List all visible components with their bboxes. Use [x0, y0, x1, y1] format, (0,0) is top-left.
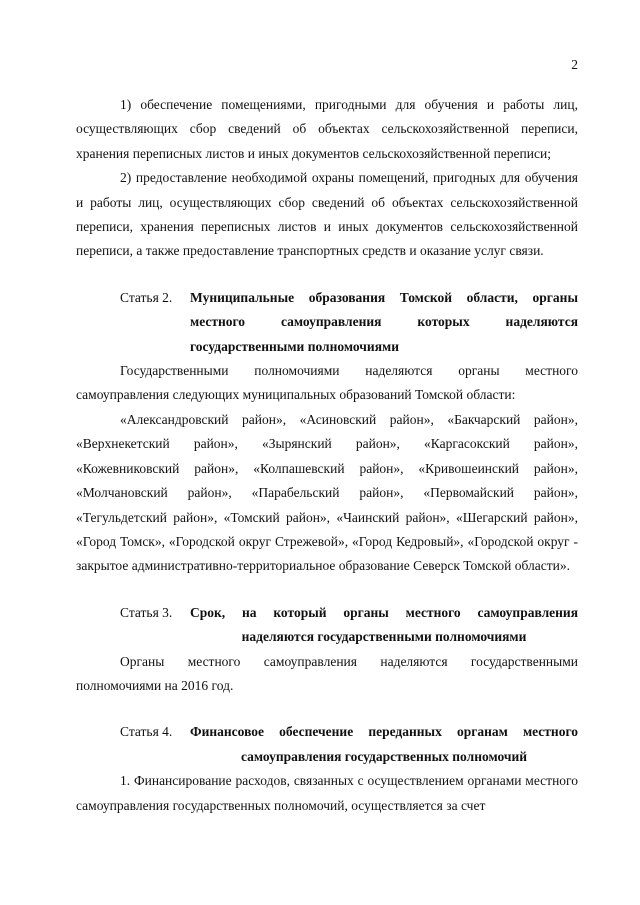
article-4-heading [76, 720, 578, 769]
page-number: 2 [571, 57, 578, 72]
article-3-paragraph-1: Органы местного самоуправления наделяются государственными полномочиями на 2016 год. [76, 653, 578, 693]
article-2-label: Статья 2. [120, 289, 173, 305]
article-3-title: Срок, на который органы местного самоуправления наделяются государственными полномочиями [190, 604, 578, 645]
article-2-heading [76, 286, 578, 359]
article-4-paragraph-1: 1. Финансирование расходов, связанных с осуществлением органами местного самоуправления государственных полномочий, осуществляется за счет [76, 773, 578, 813]
article-2-paragraph-1: Государственными полномочиями наделяются органы местного самоуправления следующих муниципальных образований Томской области: [76, 363, 578, 403]
article-3-heading [76, 601, 578, 650]
article-2-municipalities-list: «Александровский район», «Асиновский район», «Бакчарский район», «Верхнекетский район», «Зырянский район», «Каргасокский район», «Кожевниковский район», «Колпашевский район», «Кривошеинский район», «Молчановский район», «Парабельский район», «Первомайский район», «Тегульдетский район», «Томский район», «Чаинский район», «Шегарский район», «Город Томск», «Городской округ Стрежевой», «Город Кедровый», «Городской округ - закрытое административно-территориальное образование Северск Томской области». [76, 411, 578, 574]
paragraph-item-1: 1) обеспечение помещениями, пригодными для обучения и работы лиц, осуществляющих сбор сведений об объектах сельскохозяйственной переписи, хранения переписных листов и иных документов сельскохозяйственной переписи; [76, 97, 578, 161]
article-3-label: Статья 3. [120, 604, 173, 620]
article-4-label: Статья 4. [120, 724, 173, 740]
article-2-title: Муниципальные образования Томской области, органы местного самоуправления которых наделяются государственными полномочиями [190, 289, 578, 354]
paragraph-item-2: 2) предоставление необходимой охраны помещений, пригодных для обучения и работы лиц, осуществляющих сбор сведений об объектах сельскохозяйственной переписи, хранения переписных листов и иных документов сельскохозяйственной переписи, а также предоставление транспортных средств и оказание услуг связи. [76, 170, 578, 259]
document-body [76, 93, 578, 818]
article-4-title: Финансовое обеспечение переданных органам местного самоуправления государственных полномочий [190, 724, 578, 764]
